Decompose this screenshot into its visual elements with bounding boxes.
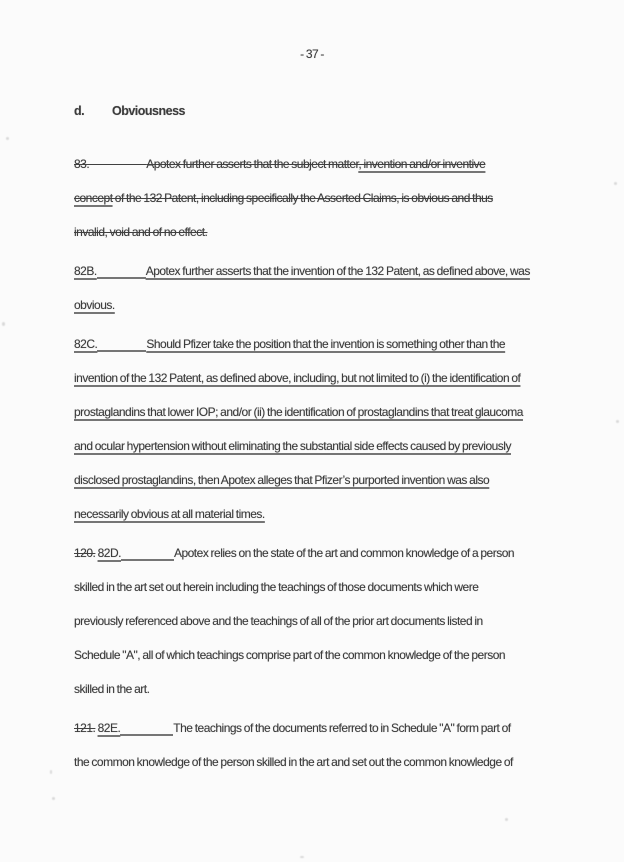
text-segment: Apotex further asserts that the invention of the 132 Patent, as defined above, was: [145, 264, 530, 278]
section-heading-letter: d.: [74, 104, 85, 118]
paragraph-82D-line-1: [74, 536, 614, 570]
paragraph-82D-line-5: [74, 672, 614, 706]
text-segment: invalid, void and of no effect.: [74, 225, 208, 239]
paragraph-82B-line-1: [74, 254, 614, 288]
text-segment-inserted: , invention and/or inventive: [358, 157, 486, 171]
paragraph-82D-line-4: [74, 638, 614, 672]
text-segment: skilled in the art set out herein including the teachings of those documents which were: [74, 580, 479, 594]
paragraph-82C-line-5: [74, 463, 614, 497]
section-heading-title: Obviousness: [112, 104, 185, 118]
paragraph-82B-line-2: [74, 288, 614, 322]
scan-speck: [614, 182, 617, 185]
paragraph-82D-line-3: [74, 604, 614, 638]
text-segment-inserted: concept: [74, 191, 113, 205]
paragraph-number: 82C.: [74, 337, 98, 351]
text-segment: Should Pfizer take the position that the invention is something other than the: [146, 337, 506, 351]
paragraph-82D-line-2: [74, 570, 614, 604]
text-segment: disclosed prostaglandins, then Apotex alleges that Pfizer’s purported invention was also: [74, 473, 490, 487]
paragraph-82C: [74, 327, 614, 531]
paragraph-83: [74, 147, 614, 249]
text-segment: previously referenced above and the teachings of all of the prior art documents listed in: [74, 614, 483, 628]
page-number: - 37 -: [300, 47, 324, 61]
tab-leader: [97, 340, 146, 352]
text-segment: obvious.: [74, 298, 115, 312]
text-segment: [358, 157, 485, 171]
scan-speck: [505, 818, 508, 821]
text-segment: necessarily obvious at all material times.: [74, 507, 265, 521]
tab-leader: [89, 160, 146, 172]
text-segment: Apotex relies on the state of the art and common knowledge of a person: [173, 546, 515, 560]
scan-speck: [52, 797, 55, 800]
text-segment: and ocular hypertension without eliminating the substantial side effects caused by previously: [74, 439, 511, 453]
scan-speck: [50, 770, 52, 774]
text-segment: Schedule "A", all of which teachings comprise part of the common knowledge of the person: [74, 648, 506, 662]
text-segment: [74, 191, 113, 205]
paragraph-83-line-2: [74, 181, 614, 215]
paragraph-number: 120.: [74, 546, 96, 560]
paragraph-82D: [74, 536, 614, 706]
paragraph-83-line-1: [74, 147, 614, 181]
text-segment: skilled in the art.: [74, 682, 150, 696]
section-heading: [74, 103, 584, 119]
tab-leader: [120, 724, 173, 736]
paragraph-82C-line-6: [74, 497, 614, 531]
paragraph-82C-line-2: [74, 361, 614, 395]
paragraph-number: 82B.: [74, 264, 97, 278]
paragraph-82E: [74, 711, 614, 779]
text-segment: invention of the 132 Patent, as defined above, including, but not limited to (i) the identification of: [74, 371, 521, 385]
paragraph-82C-line-1: [74, 327, 614, 361]
paragraph-number: 121.: [74, 721, 96, 735]
paragraphs-container: [74, 147, 614, 779]
text-segment: of the 132 Patent, including specifically the Asserted Claims, is obvious and thus: [112, 191, 493, 205]
text-segment: Apotex further asserts that the subject matter: [146, 157, 359, 171]
paragraph-82C-line-4: [74, 429, 614, 463]
paragraph-82E-line-1: [74, 711, 614, 745]
paragraph-number: 82D.: [97, 546, 121, 560]
tab-leader: [121, 549, 174, 561]
scan-speck: [616, 420, 619, 423]
scan-speck: [300, 856, 304, 858]
scan-speck: [6, 137, 9, 140]
text-segment: The teachings of the documents referred to in Schedule "A" form part of: [173, 721, 511, 735]
text-segment: the common knowledge of the person skilled in the art and set out the common knowledge of: [74, 755, 513, 769]
paragraph-number: 83.: [74, 157, 90, 171]
paragraph-83-line-3: [74, 215, 614, 249]
text-segment: prostaglandins that lower IOP; and/or (ii) the identification of prostaglandins that treat glaucoma: [74, 405, 523, 419]
paragraph-82C-line-3: [74, 395, 614, 429]
paragraph-82E-line-2: [74, 745, 614, 779]
paragraph-82B: [74, 254, 614, 322]
paragraph-number: 82E.: [97, 721, 121, 735]
scan-speck: [2, 322, 5, 326]
tab-leader: [97, 267, 146, 279]
